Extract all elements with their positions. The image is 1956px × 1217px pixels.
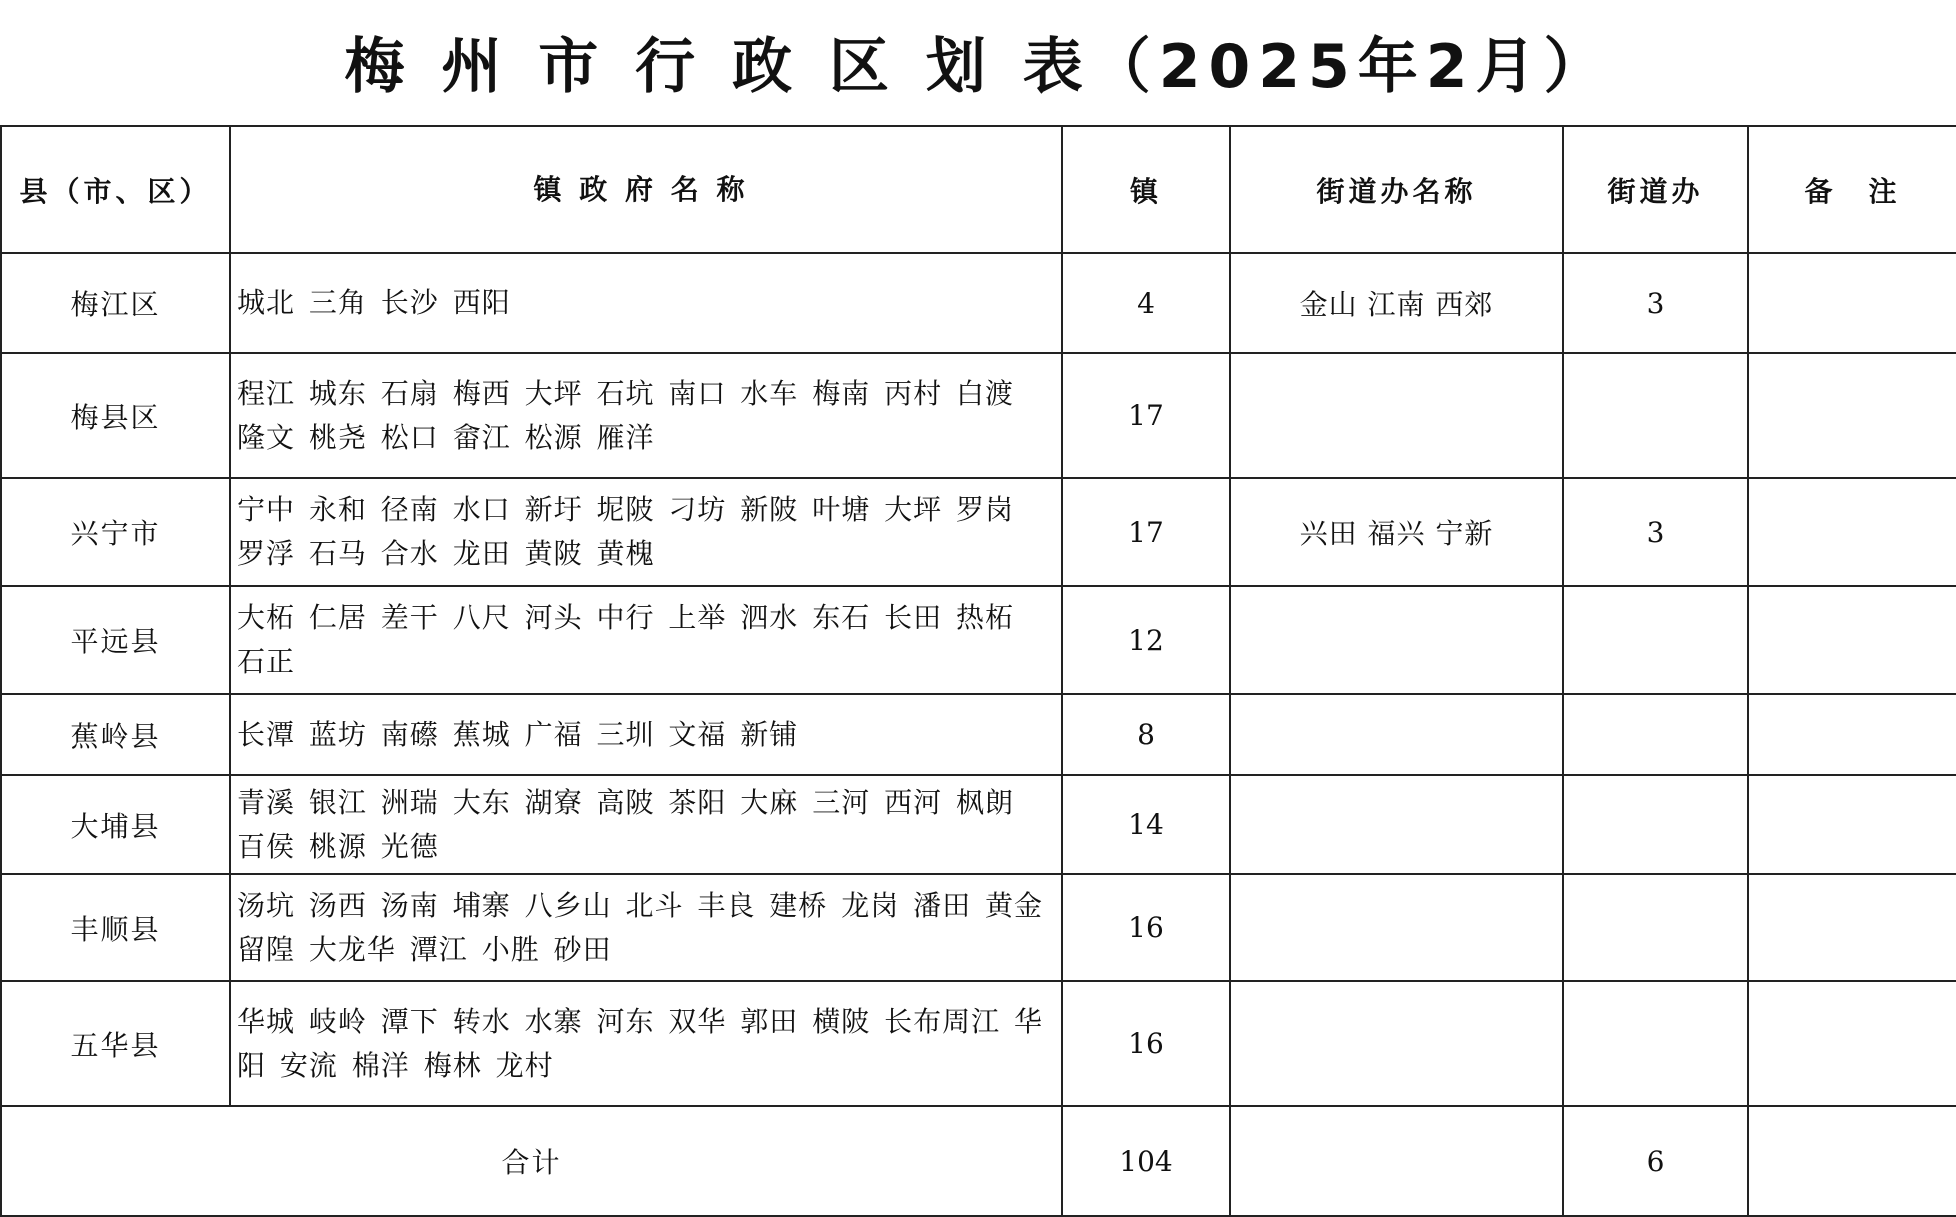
town-count-cell: 17 <box>1062 478 1230 586</box>
table-row <box>1 775 1956 874</box>
total-street-count: 6 <box>1563 1106 1748 1216</box>
table-row <box>1 874 1956 981</box>
towns-cell: 长潭 蓝坊 南礤 蕉城 广福 三圳 文福 新铺 <box>230 694 1062 775</box>
town-count-cell: 16 <box>1062 981 1230 1106</box>
page-title: 梅 州 市 行 政 区 划 表（2025年2月） <box>344 32 1612 102</box>
total-label: 合计 <box>1 1106 1062 1216</box>
division-table <box>0 125 1956 1217</box>
town-count-cell: 4 <box>1062 253 1230 353</box>
table-row <box>1 586 1956 694</box>
remark-cell <box>1748 874 1956 981</box>
street-count-cell <box>1563 694 1748 775</box>
towns-cell: 青溪 银江 洲瑞 大东 湖寮 高陂 茶阳 大麻 三河 西河 枫朗 百侯 桃源 光德 <box>230 775 1062 874</box>
county-cell: 梅县区 <box>1 353 230 478</box>
table-row <box>1 253 1956 353</box>
header-town-count: 镇 <box>1062 126 1230 253</box>
table-row <box>1 981 1956 1106</box>
table-body <box>1 253 1956 1106</box>
total-streets <box>1230 1106 1563 1216</box>
table-row <box>1 694 1956 775</box>
street-count-cell: 3 <box>1563 478 1748 586</box>
streets-cell <box>1230 981 1563 1106</box>
table-row <box>1 353 1956 478</box>
header-county: 县（市、区） <box>1 126 230 253</box>
towns-cell: 汤坑 汤西 汤南 埔寨 八乡山 北斗 丰良 建桥 龙岗 潘田 黄金 留隍 大龙华 潭江 小胜 砂田 <box>230 874 1062 981</box>
street-count-cell <box>1563 353 1748 478</box>
street-count-cell <box>1563 981 1748 1106</box>
town-count-cell: 14 <box>1062 775 1230 874</box>
town-count-cell: 17 <box>1062 353 1230 478</box>
total-remark <box>1748 1106 1956 1216</box>
streets-cell <box>1230 586 1563 694</box>
town-count-cell: 16 <box>1062 874 1230 981</box>
towns-cell: 城北 三角 长沙 西阳 <box>230 253 1062 353</box>
header-street-count: 街道办 <box>1563 126 1748 253</box>
streets-cell <box>1230 353 1563 478</box>
county-cell: 丰顺县 <box>1 874 230 981</box>
county-cell: 大埔县 <box>1 775 230 874</box>
remark-cell <box>1748 353 1956 478</box>
total-town-count: 104 <box>1062 1106 1230 1216</box>
county-cell: 平远县 <box>1 586 230 694</box>
county-cell: 蕉岭县 <box>1 694 230 775</box>
streets-cell <box>1230 775 1563 874</box>
street-count-cell <box>1563 775 1748 874</box>
street-count-cell <box>1563 586 1748 694</box>
county-cell: 梅江区 <box>1 253 230 353</box>
towns-cell: 大柘 仁居 差干 八尺 河头 中行 上举 泗水 东石 长田 热柘 石正 <box>230 586 1062 694</box>
street-count-cell <box>1563 874 1748 981</box>
towns-cell: 宁中 永和 径南 水口 新圩 坭陂 刁坊 新陂 叶塘 大坪 罗岗 罗浮 石马 合水 龙田 黄陂 黄槐 <box>230 478 1062 586</box>
total-row <box>1 1106 1956 1216</box>
streets-cell <box>1230 874 1563 981</box>
county-cell: 兴宁市 <box>1 478 230 586</box>
streets-cell: 兴田 福兴 宁新 <box>1230 478 1563 586</box>
remark-cell <box>1748 253 1956 353</box>
street-count-cell: 3 <box>1563 253 1748 353</box>
remark-cell <box>1748 775 1956 874</box>
town-count-cell: 12 <box>1062 586 1230 694</box>
header-towns: 镇 政 府 名 称 <box>230 126 1062 253</box>
remark-cell <box>1748 586 1956 694</box>
remark-cell <box>1748 981 1956 1106</box>
header-remark: 备 注 <box>1748 126 1956 253</box>
towns-cell: 程江 城东 石扇 梅西 大坪 石坑 南口 水车 梅南 丙村 白渡 隆文 桃尧 松口 畲江 松源 雁洋 <box>230 353 1062 478</box>
streets-cell <box>1230 694 1563 775</box>
town-count-cell: 8 <box>1062 694 1230 775</box>
header-row <box>1 126 1956 253</box>
county-cell: 五华县 <box>1 981 230 1106</box>
streets-cell: 金山 江南 西郊 <box>1230 253 1563 353</box>
table-row <box>1 478 1956 586</box>
remark-cell <box>1748 478 1956 586</box>
remark-cell <box>1748 694 1956 775</box>
header-streets: 街道办名称 <box>1230 126 1563 253</box>
towns-cell: 华城 岐岭 潭下 转水 水寨 河东 双华 郭田 横陂 长布周江 华阳 安流 棉洋 梅林 龙村 <box>230 981 1062 1106</box>
